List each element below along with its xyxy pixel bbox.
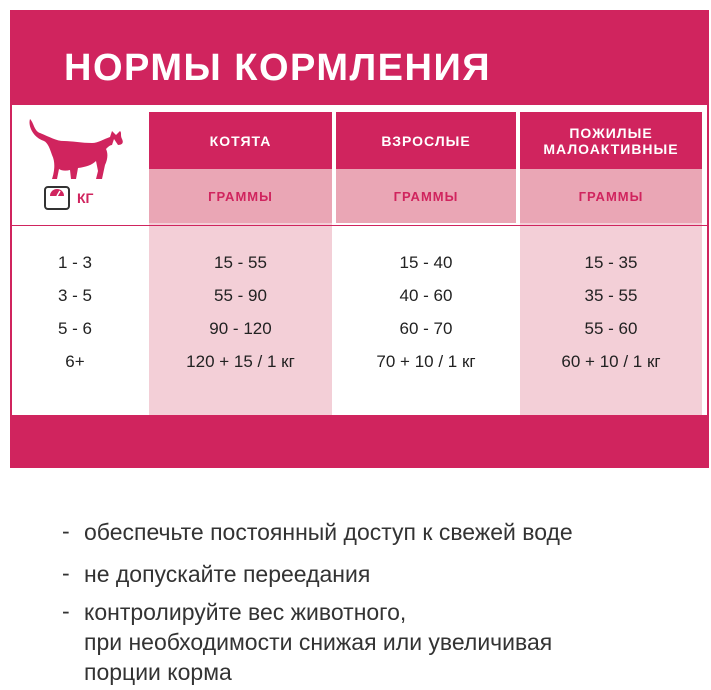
table-right-border: [707, 105, 709, 415]
column-body-kittens: [149, 223, 332, 415]
table-cell: 15 - 40: [399, 253, 453, 272]
table-cell: 90 - 120: [209, 319, 272, 338]
column-header-adults: ВЗРОСЛЫЕ: [336, 112, 516, 169]
bullet-dash: -: [62, 560, 70, 586]
column-body-seniors: [520, 223, 702, 415]
column-unit-adults: ГРАММЫ: [336, 169, 516, 223]
table-cell: 120 + 15 / 1 кг: [186, 352, 295, 371]
table-cell: 60 + 10 / 1 кг: [561, 352, 661, 371]
note-item-continuation: при необходимости снижая или увеличивая: [84, 629, 553, 655]
note-item: не допускайте переедания: [84, 561, 371, 587]
column-header-seniors-line1: ПОЖИЛЫЕ: [569, 124, 653, 141]
table-cell: 60 - 70: [399, 319, 453, 338]
column-seniors: [520, 112, 702, 415]
scale-icon: [43, 184, 71, 212]
note-item-continuation: порции корма: [84, 659, 232, 685]
column-kittens: [149, 112, 332, 415]
table-cell: 40 - 60: [399, 286, 453, 305]
table-cell: 70 + 10 / 1 кг: [376, 352, 476, 371]
table-left-border: [10, 105, 12, 415]
table-cell: 55 - 60: [584, 319, 638, 338]
table-cell: 55 - 90: [214, 286, 267, 305]
column-header-seniors: [520, 112, 702, 169]
note-item: контролируйте вес животного,: [84, 599, 407, 625]
weight-cell: 1 - 3: [57, 253, 93, 272]
table-cell: 15 - 35: [584, 253, 638, 272]
table-cell: 15 - 55: [214, 253, 267, 272]
column-body-adults: [336, 223, 516, 415]
feeding-table: [10, 10, 709, 468]
column-adults: [336, 112, 516, 415]
column-header-kittens: КОТЯТА: [149, 112, 332, 169]
note-item: обеспечьте постоянный доступ к свежей воде: [84, 519, 573, 545]
bullet-dash: -: [62, 518, 70, 544]
weight-cell: 6+: [65, 352, 85, 371]
title-bar: [10, 10, 709, 105]
header-divider-line: [12, 225, 707, 226]
weight-cell: 3 - 5: [57, 286, 93, 305]
column-unit-seniors: ГРАММЫ: [520, 169, 702, 223]
column-header-seniors-line2: МАЛОАКТИВНЫЕ: [543, 140, 679, 157]
weight-column-header: КГ: [77, 190, 94, 206]
cat-silhouette-icon: [26, 115, 126, 185]
weight-cell: 5 - 6: [57, 319, 93, 338]
column-unit-kittens: ГРАММЫ: [149, 169, 332, 223]
table-cell: 35 - 55: [584, 286, 638, 305]
bullet-dash: -: [62, 598, 70, 624]
bottom-bar: [10, 415, 709, 468]
page-title: НОРМЫ КОРМЛЕНИЯ: [64, 47, 492, 89]
